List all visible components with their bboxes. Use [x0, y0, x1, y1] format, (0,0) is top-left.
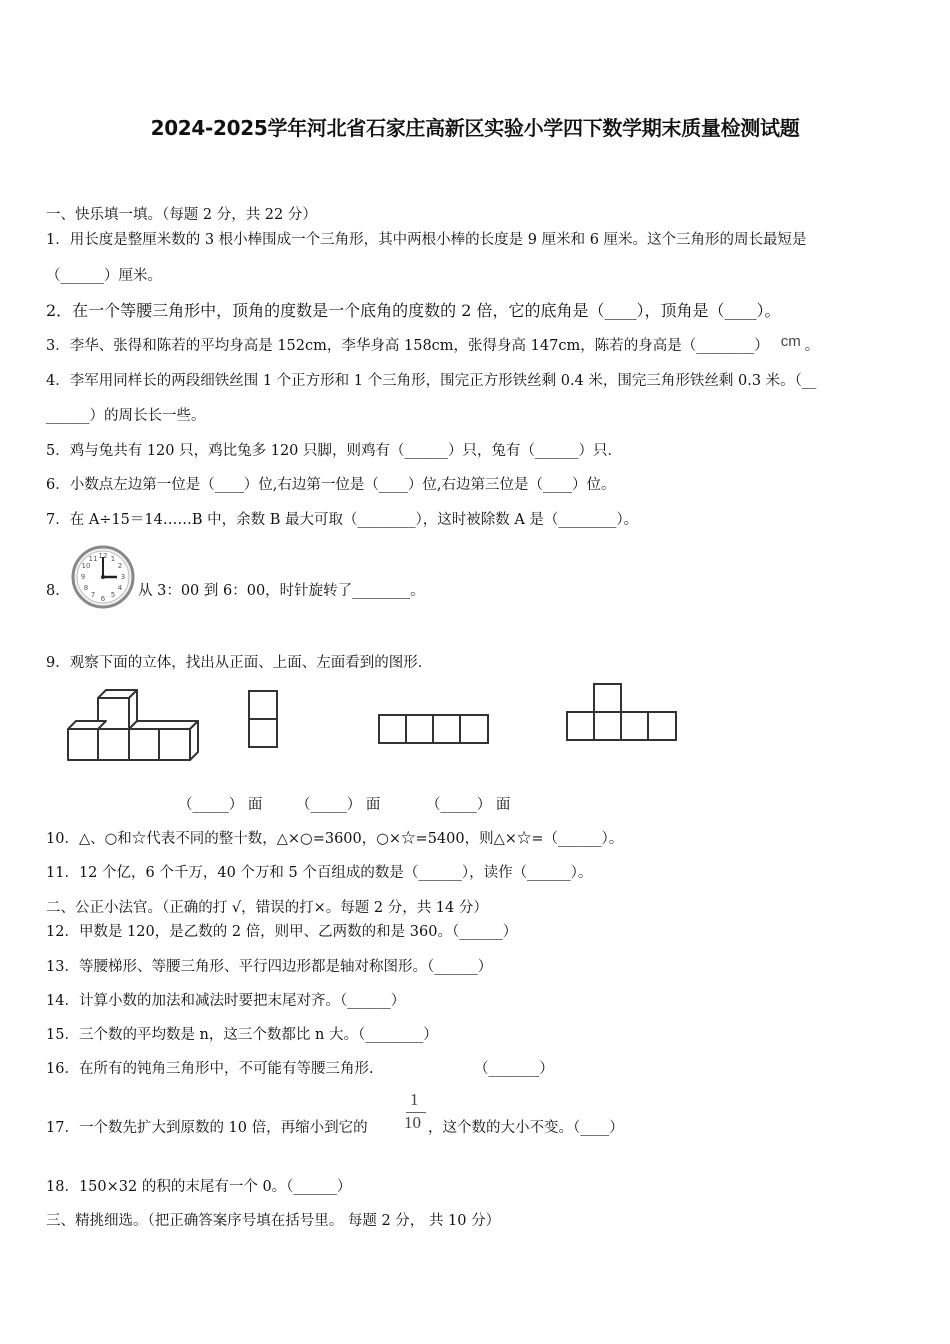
question-4-line-1: 4．李军用同样长的两段细铁丝围 1 个正方形和 1 个三角形，围完正方形铁丝剩 0.4 米，围完三角形铁丝剩 0.3 米。（__ — [46, 373, 817, 389]
svg-text:4: 4 — [117, 584, 123, 592]
view-label-2: （_____） 面 — [296, 797, 381, 813]
question-6: 6．小数点左边第一位是（____）位,右边第一位是（____）位,右边第三位是（____）位。 — [46, 477, 616, 493]
question-18: 18．150×32 的积的末尾有一个 0。（______） — [46, 1179, 352, 1195]
question-4-line-2: ______）的周长长一些。 — [46, 408, 206, 424]
page-title: 2024-2025学年河北省石家庄高新区实验小学四下数学期末质量检测试题 — [150, 116, 800, 140]
question-3-end: 。 — [804, 338, 820, 354]
svg-text:2: 2 — [117, 562, 123, 570]
svg-text:6: 6 — [100, 595, 106, 603]
question-17-text: 17．一个数先扩大到原数的 10 倍，再缩小到它的 — [46, 1120, 368, 1136]
question-15: 15．三个数的平均数是 n，这三个数都比 n 大。（________） — [46, 1027, 438, 1043]
question-3 — [46, 334, 819, 355]
fraction-denominator: 10 — [404, 1113, 421, 1132]
view-figure-2 — [378, 714, 490, 744]
question-9: 9．观察下面的立体，找出从正面、上面、左面看到的图形． — [46, 655, 433, 671]
svg-text:1: 1 — [110, 555, 116, 563]
view-figure-1 — [248, 690, 278, 748]
svg-text:8: 8 — [83, 584, 89, 592]
view-label-1: （_____） 面 — [178, 797, 263, 813]
section-heading-1: 一、快乐填一填。（每题 2 分，共 22 分） — [46, 207, 317, 223]
svg-text:7: 7 — [90, 591, 96, 599]
question-16-blank: （_______） — [474, 1061, 554, 1077]
section-heading-3: 三、精挑细选。（把正确答案序号填在括号里。 每题 2 分， 共 10 分） — [46, 1213, 501, 1229]
question-2: 2．在一个等腰三角形中，顶角的度数是一个底角的度数的 2 倍，它的底角是（____），顶角是（____）。 — [46, 301, 781, 320]
question-7: 7．在 A÷15＝14……B 中，余数 B 最大可取（________），这时被除数 A 是（________）。 — [46, 512, 639, 528]
svg-text:11: 11 — [88, 555, 98, 563]
question-16: 16．在所有的钝角三角形中，不可能有等腰三角形. — [46, 1061, 374, 1077]
svg-text:12: 12 — [98, 552, 108, 560]
question-10: 10．△、○和☆代表不同的整十数，△×○=3600，○×☆=5400，则△×☆=（______）。 — [46, 831, 624, 847]
question-14: 14．计算小数的加法和减法时要把末尾对齐。（______） — [46, 993, 406, 1009]
solid-figure — [66, 688, 206, 764]
unit-cm: cm — [780, 333, 801, 350]
fraction-numerator: 1 — [410, 1090, 419, 1109]
question-5: 5．鸡与兔共有 120 只，鸡比兔多 120 只脚，则鸡有（______）只，兔有（______）只． — [46, 443, 623, 459]
question-1-line-1: 1．用长度是整厘米数的 3 根小棒围成一个三角形，其中两根小棒的长度是 9 厘米和 6 厘米。这个三角形的周长最短是 — [46, 232, 807, 248]
question-11: 11．12 个亿，6 个千万，40 个万和 5 个百组成的数是（______），读作（______）。 — [46, 865, 593, 881]
question-12: 12．甲数是 120，是乙数的 2 倍，则甲、乙两数的和是 360。（______） — [46, 924, 518, 940]
svg-text:5: 5 — [110, 591, 116, 599]
section-heading-2: 二、公正小法官。（正确的打 √，错误的打×。每题 2 分，共 14 分） — [46, 900, 488, 916]
question-1-line-2: （______）厘米。 — [46, 268, 162, 284]
question-3-text: 3．李华、张得和陈若的平均身高是 152cm，李华身高 158cm，张得身高 147cm，陈若的身高是（________） — [46, 338, 769, 354]
view-figure-3 — [566, 683, 678, 741]
svg-text:9: 9 — [80, 573, 86, 581]
question-8: 从 3：00 到 6：00，时针旋转了________。 — [138, 583, 425, 599]
svg-text:3: 3 — [120, 573, 126, 581]
svg-text:10: 10 — [81, 562, 91, 570]
question-13: 13．等腰梯形、等腰三角形、平行四边形都是轴对称图形。（______） — [46, 959, 493, 975]
clock-image — [70, 544, 136, 610]
question-17-text-end: ，这个数的大小不变。（____） — [428, 1120, 624, 1136]
question-8-number: 8． — [46, 583, 70, 599]
view-label-3: （_____） 面 — [426, 797, 511, 813]
